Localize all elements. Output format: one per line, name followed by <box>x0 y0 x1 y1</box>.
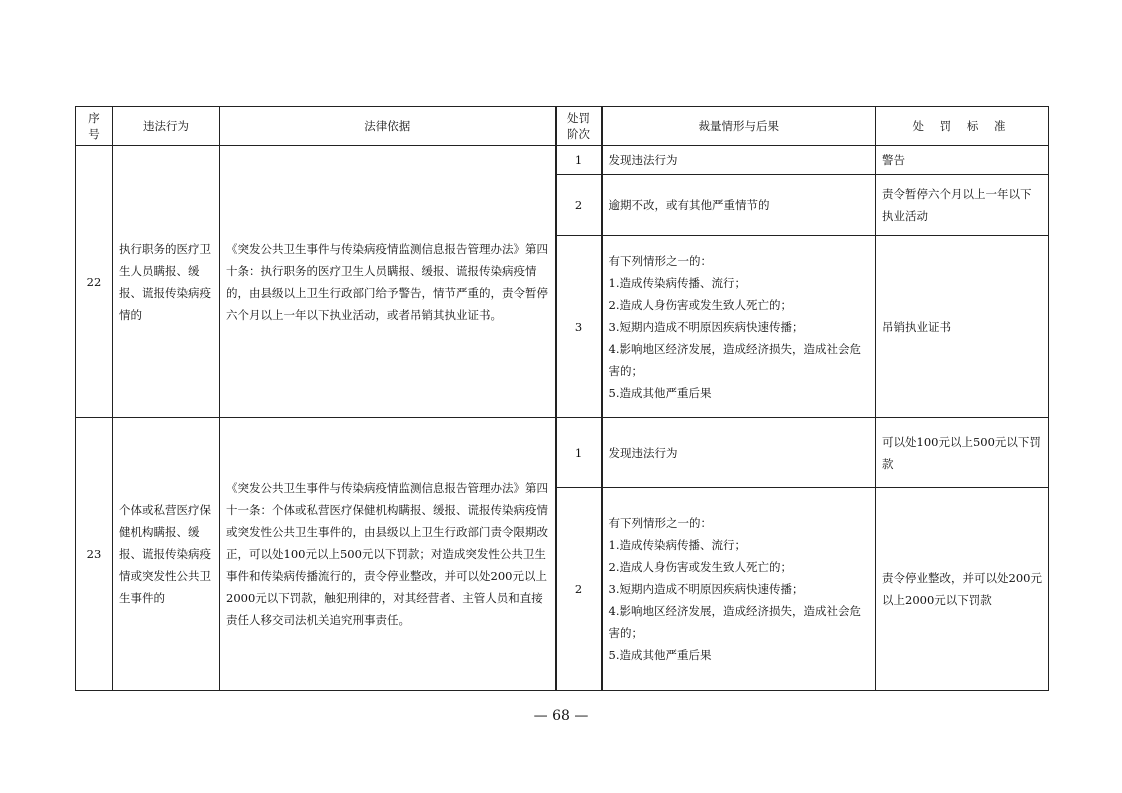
header-seq: 序 号 <box>76 107 113 146</box>
standard-cell: 吊销执业证书 <box>876 236 1049 418</box>
header-circumstance: 裁量情形与后果 <box>602 107 876 146</box>
header-level: 处罚 阶次 <box>556 107 602 146</box>
basis-cell: 《突发公共卫生事件与传染病疫情监测信息报告管理办法》第四十条：执行职务的医疗卫生人员瞒报、缓报、谎报传染病疫情的，由县级以上卫生行政部门给予警告，情节严重的，责令暂停六个月以上一年以下执业活动，或者吊销其执业证书。 <box>220 146 556 418</box>
level-number: 3 <box>556 236 602 418</box>
page-number: — 68 — <box>533 708 589 724</box>
table-row <box>76 146 1049 175</box>
circumstance-cell: 逾期不改，或有其他严重情节的 <box>602 175 876 236</box>
circumstance-cell: 发现违法行为 <box>602 418 876 488</box>
circumstance-cell: 发现违法行为 <box>602 146 876 175</box>
penalty-table <box>75 106 1049 691</box>
circumstance-cell: 有下列情形之一的： 1.造成传染病传播、流行； 2.造成人身伤害或发生致人死亡的； 3.短期内造成不明原因疾病快速传播； 4.影响地区经济发展，造成经济损失，造成社会危害的； 5.造成其他严重后果 <box>602 236 876 418</box>
header-standard: 处 罚 标 准 <box>876 107 1049 146</box>
standard-cell: 警告 <box>876 146 1049 175</box>
level-number: 2 <box>556 175 602 236</box>
row-id: 22 <box>76 146 113 418</box>
standard-cell: 责令停业整改，并可以处200元以上2000元以下罚款 <box>876 488 1049 691</box>
table-header-row <box>76 107 1049 146</box>
row-id: 23 <box>76 418 113 691</box>
level-number: 2 <box>556 488 602 691</box>
table-row <box>76 418 1049 488</box>
standard-cell: 可以处100元以上500元以下罚款 <box>876 418 1049 488</box>
header-violation: 违法行为 <box>113 107 220 146</box>
level-number: 1 <box>556 418 602 488</box>
header-basis: 法律依据 <box>220 107 556 146</box>
circumstance-cell: 有下列情形之一的： 1.造成传染病传播、流行； 2.造成人身伤害或发生致人死亡的； 3.短期内造成不明原因疾病快速传播； 4.影响地区经济发展，造成经济损失，造成社会危害的； 5.造成其他严重后果 <box>602 488 876 691</box>
violation-cell: 个体或私营医疗保健机构瞒报、缓报、谎报传染病疫情或突发性公共卫生事件的 <box>113 418 220 691</box>
violation-cell: 执行职务的医疗卫生人员瞒报、缓报、谎报传染病疫情的 <box>113 146 220 418</box>
level-number: 1 <box>556 146 602 175</box>
standard-cell: 责令暂停六个月以上一年以下执业活动 <box>876 175 1049 236</box>
basis-cell: 《突发公共卫生事件与传染病疫情监测信息报告管理办法》第四十一条：个体或私营医疗保健机构瞒报、缓报、谎报传染病疫情或突发性公共卫生事件的，由县级以上卫生行政部门责令限期改正，可以处100元以上500元以下罚款；对造成突发性公共卫生事件和传染病传播流行的，责令停业整改，并可以处200元以上2000元以下罚款，触犯刑律的，对其经营者、主管人员和直接责任人移交司法机关追究刑事责任。 <box>220 418 556 691</box>
